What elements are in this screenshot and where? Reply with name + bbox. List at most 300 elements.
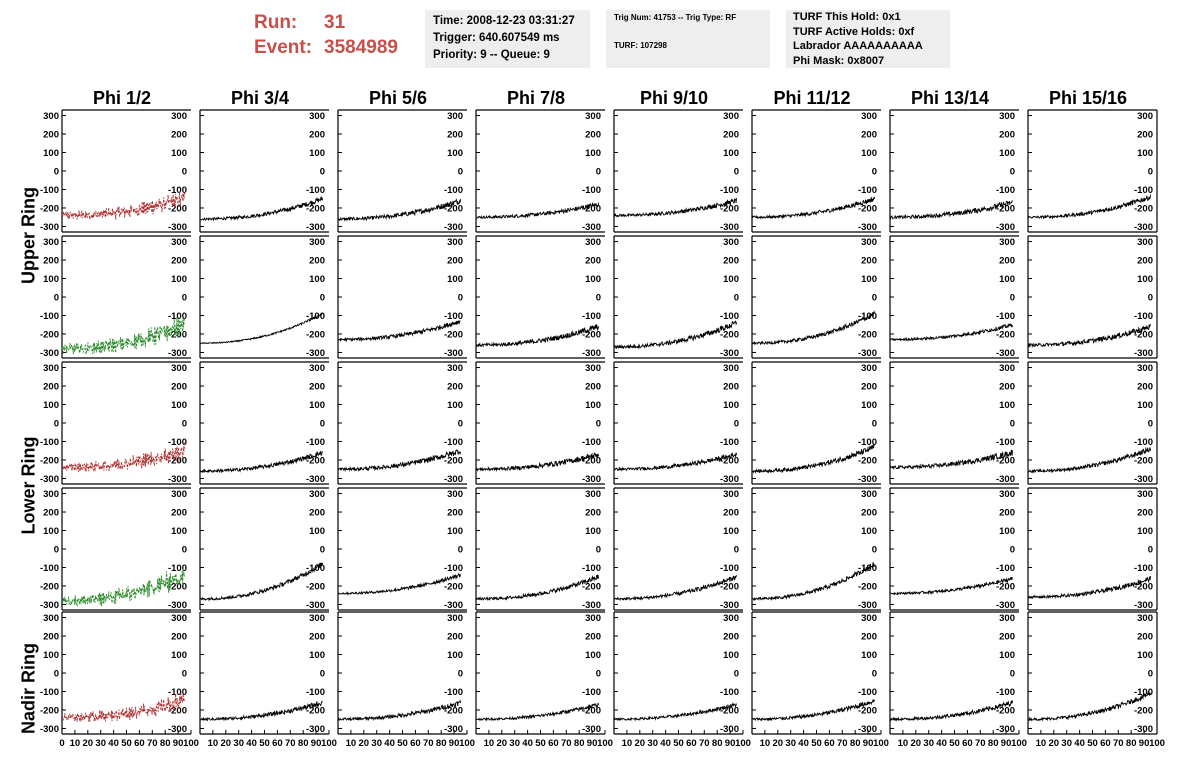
column-title-phi-13-14: Phi 13/14 (910, 88, 990, 108)
y-tick-label: -100 (1133, 686, 1153, 698)
y-tick-label: -100 (719, 436, 739, 448)
y-tick-label: -100 (305, 310, 325, 322)
y-tick-label: -300 (1133, 473, 1153, 485)
y-tick-label: 200 (447, 631, 463, 643)
y-tick-label: 200 (447, 129, 463, 141)
x-tick-label: 50 (949, 738, 960, 749)
x-tick-label: 30 (923, 738, 934, 749)
y-tick-label: 200 (1137, 507, 1153, 519)
y-tick-label: 300 (43, 363, 59, 375)
ring-label-lower: Lower Ring (18, 436, 39, 535)
y-tick-label: 200 (999, 129, 1015, 141)
y-tick-label: 0 (53, 166, 59, 178)
x-tick-label: 0 (59, 738, 65, 749)
y-tick-label: -300 (1133, 723, 1153, 735)
x-tick-label: 20 (496, 738, 508, 749)
y-tick-label: 300 (723, 111, 739, 123)
y-tick-label: -300 (305, 723, 325, 735)
waveform-trace (890, 200, 1013, 218)
y-tick-label: -300 (305, 473, 325, 485)
y-tick-label: -100 (1133, 562, 1153, 574)
column-title-phi-11-12: Phi 11/12 (773, 88, 851, 108)
y-tick-label: 300 (447, 613, 463, 625)
y-tick-label: -100 (719, 184, 739, 196)
waveform-trace (1028, 693, 1151, 721)
y-tick-label: -100 (995, 686, 1015, 698)
y-tick-label: 300 (309, 613, 325, 625)
y-tick-label: -300 (1133, 221, 1153, 233)
y-tick-label: -300 (443, 599, 463, 611)
x-tick-label: 90 (1000, 738, 1012, 749)
y-tick-label: -300 (581, 723, 601, 735)
x-tick-label: 70 (285, 738, 296, 749)
y-tick-label: 200 (999, 507, 1015, 519)
y-tick-label: 0 (1147, 418, 1153, 430)
y-tick-label: -200 (305, 705, 325, 717)
x-tick-label: 40 (798, 738, 809, 749)
waveform-trace (476, 453, 599, 471)
y-tick-label: 300 (723, 363, 739, 375)
ring-label-nadir: Nadir Ring (18, 643, 39, 735)
y-tick-label: -200 (443, 705, 463, 717)
y-tick-label: -300 (581, 347, 601, 359)
y-tick-label: -300 (39, 599, 59, 611)
y-tick-label: -200 (39, 705, 59, 717)
y-tick-label: -200 (857, 705, 877, 717)
waveform-trace (200, 310, 325, 344)
y-tick-label: -300 (39, 347, 59, 359)
y-tick-label: 100 (861, 526, 877, 538)
x-tick-label: 50 (397, 738, 408, 749)
y-tick-label: -200 (39, 455, 59, 467)
y-tick-label: 100 (999, 274, 1015, 286)
y-tick-label: 200 (585, 507, 601, 519)
y-tick-label: -100 (39, 310, 59, 322)
y-tick-label: 100 (447, 650, 463, 662)
x-tick-label: 30 (785, 738, 796, 749)
x-tick-label: 10 (1035, 738, 1047, 749)
y-tick-label: -200 (857, 329, 877, 341)
x-tick-label: 90 (310, 738, 322, 749)
y-tick-label: 0 (319, 668, 325, 680)
y-tick-label: -100 (39, 436, 59, 448)
y-tick-label: 100 (447, 274, 463, 286)
y-tick-label: 200 (171, 255, 187, 267)
y-tick-label: -300 (995, 221, 1015, 233)
y-tick-label: -200 (167, 455, 187, 467)
waveform-trace (614, 321, 737, 348)
y-tick-label: -300 (167, 473, 187, 485)
y-tick-label: -100 (305, 436, 325, 448)
y-tick-label: 100 (999, 400, 1015, 412)
x-tick-label: 60 (824, 738, 835, 749)
y-tick-label: 300 (585, 237, 601, 249)
x-tick-label: 10 (897, 738, 909, 749)
x-tick-label: 20 (772, 738, 784, 749)
waveform-trace (614, 704, 737, 720)
y-tick-label: 200 (723, 631, 739, 643)
y-tick-label: -200 (995, 329, 1015, 341)
y-tick-label: 0 (457, 668, 463, 680)
x-tick-label: 100 (735, 738, 751, 749)
y-tick-label: 0 (319, 418, 325, 430)
y-tick-label: 300 (999, 613, 1015, 625)
x-tick-label: 60 (134, 738, 145, 749)
y-tick-label: -200 (1133, 581, 1153, 593)
y-tick-label: -300 (167, 599, 187, 611)
y-tick-label: 300 (309, 363, 325, 375)
y-tick-label: 100 (861, 148, 877, 160)
x-tick-label: 10 (69, 738, 81, 749)
y-tick-label: 0 (53, 544, 59, 556)
y-tick-label: -300 (995, 473, 1015, 485)
y-tick-label: -100 (39, 184, 59, 196)
y-tick-label: -100 (995, 184, 1015, 196)
x-tick-label: 30 (1061, 738, 1072, 749)
y-tick-label: -200 (167, 329, 187, 341)
y-tick-label: 0 (733, 668, 739, 680)
x-tick-label: 60 (1100, 738, 1111, 749)
y-tick-label: 200 (309, 381, 325, 393)
y-tick-label: 200 (309, 255, 325, 267)
x-tick-label: 80 (297, 738, 309, 749)
y-tick-label: 200 (999, 381, 1015, 393)
y-tick-label: -100 (167, 562, 187, 574)
y-tick-label: 200 (723, 381, 739, 393)
y-tick-label: 0 (181, 668, 187, 680)
y-tick-label: -200 (167, 203, 187, 215)
y-tick-label: 100 (309, 148, 325, 160)
waveform-trace (200, 197, 323, 220)
x-tick-label: 90 (1138, 738, 1150, 749)
y-tick-label: -200 (857, 203, 877, 215)
y-tick-label: -200 (581, 203, 601, 215)
y-tick-label: 300 (309, 237, 325, 249)
y-tick-label: -300 (1133, 347, 1153, 359)
y-tick-label: -100 (857, 686, 877, 698)
y-tick-label: 100 (1137, 526, 1153, 538)
y-tick-label: -300 (1133, 599, 1153, 611)
x-tick-label: 100 (459, 738, 475, 749)
y-tick-label: 300 (43, 613, 59, 625)
y-tick-label: 100 (723, 148, 739, 160)
y-tick-label: -300 (719, 599, 739, 611)
column-title-phi-1-2: Phi 1/2 (92, 88, 152, 108)
y-tick-label: 300 (723, 237, 739, 249)
y-tick-label: 0 (871, 292, 877, 304)
waveform-trace (476, 703, 599, 720)
y-tick-label: -300 (857, 723, 877, 735)
y-tick-label: -200 (581, 455, 601, 467)
y-tick-label: -300 (581, 473, 601, 485)
waveform-trace (1028, 324, 1151, 346)
x-tick-label: 30 (233, 738, 244, 749)
waveform-trace (752, 197, 875, 218)
x-tick-label: 50 (811, 738, 822, 749)
x-tick-label: 80 (987, 738, 999, 749)
ring-label-upper: Upper Ring (18, 187, 39, 284)
y-tick-label: 200 (585, 381, 601, 393)
y-tick-label: 300 (585, 489, 601, 501)
waveform-trace (476, 575, 599, 600)
x-tick-label: 30 (647, 738, 658, 749)
waveform-trace (614, 453, 737, 471)
y-tick-label: 0 (457, 166, 463, 178)
waveform-trace (476, 203, 599, 219)
y-tick-label: 200 (861, 255, 877, 267)
y-tick-label: -300 (995, 599, 1015, 611)
y-tick-label: 0 (1147, 544, 1153, 556)
trig-num-text: Trig Num: 41753 -- Trig Type: RF (614, 13, 737, 22)
phi-mask-text: Phi Mask: 0x8007 (793, 54, 885, 67)
y-tick-label: 300 (861, 111, 877, 123)
y-tick-label: 100 (309, 274, 325, 286)
y-tick-label: -200 (581, 329, 601, 341)
x-tick-label: 80 (435, 738, 447, 749)
y-tick-label: 300 (447, 363, 463, 375)
y-tick-label: 0 (1009, 292, 1015, 304)
x-tick-label: 70 (699, 738, 710, 749)
x-tick-label: 20 (1048, 738, 1060, 749)
waveform-trace (1028, 195, 1151, 219)
x-tick-label: 100 (1149, 738, 1165, 749)
x-tick-label: 50 (535, 738, 546, 749)
y-tick-label: 200 (861, 507, 877, 519)
waveform-trace (338, 321, 461, 341)
y-tick-label: 300 (1137, 363, 1153, 375)
y-tick-label: -300 (305, 221, 325, 233)
y-tick-label: 100 (585, 526, 601, 538)
y-tick-label: 300 (999, 489, 1015, 501)
y-tick-label: 100 (309, 526, 325, 538)
y-tick-label: 300 (171, 237, 187, 249)
y-tick-label: 100 (585, 274, 601, 286)
y-tick-label: 0 (181, 292, 187, 304)
y-tick-label: -200 (857, 455, 877, 467)
y-tick-label: 0 (595, 544, 601, 556)
y-tick-label: 300 (1137, 237, 1153, 249)
y-tick-label: -200 (1133, 203, 1153, 215)
x-tick-label: 90 (724, 738, 736, 749)
y-tick-label: 300 (171, 489, 187, 501)
y-tick-label: 0 (1009, 544, 1015, 556)
y-tick-label: -200 (995, 581, 1015, 593)
y-tick-label: -300 (443, 723, 463, 735)
y-tick-label: 0 (733, 418, 739, 430)
y-tick-label: 300 (585, 613, 601, 625)
y-tick-label: -100 (443, 184, 463, 196)
y-tick-label: 100 (43, 400, 59, 412)
y-tick-label: -300 (719, 473, 739, 485)
y-tick-label: 100 (1137, 400, 1153, 412)
x-tick-label: 70 (1113, 738, 1124, 749)
y-tick-label: -300 (857, 599, 877, 611)
y-tick-label: -100 (581, 562, 601, 574)
x-tick-label: 20 (634, 738, 646, 749)
waveform-trace (62, 192, 185, 220)
x-tick-label: 70 (561, 738, 572, 749)
labrador-text: Labrador AAAAAAAAAA (793, 40, 923, 52)
y-tick-label: -300 (39, 473, 59, 485)
x-tick-label: 20 (910, 738, 922, 749)
x-tick-label: 40 (1074, 738, 1085, 749)
y-tick-label: 0 (457, 544, 463, 556)
y-tick-label: 100 (1137, 148, 1153, 160)
y-tick-label: -200 (305, 581, 325, 593)
y-tick-label: 200 (585, 631, 601, 643)
y-tick-label: 300 (999, 363, 1015, 375)
column-title-phi-15-16: Phi 15/16 (1048, 88, 1128, 108)
y-tick-label: 0 (1009, 166, 1015, 178)
y-tick-label: 100 (43, 650, 59, 662)
y-tick-label: -100 (857, 310, 877, 322)
y-tick-label: -100 (581, 686, 601, 698)
y-tick-label: -300 (581, 599, 601, 611)
waveform-trace (752, 445, 875, 473)
y-tick-label: -300 (167, 723, 187, 735)
turf-active-holds-text: TURF Active Holds: 0xf (793, 25, 915, 38)
y-tick-label: -200 (305, 455, 325, 467)
x-tick-label: 90 (862, 738, 874, 749)
x-tick-label: 100 (321, 738, 337, 749)
y-tick-label: 200 (43, 381, 59, 393)
y-tick-label: -300 (857, 347, 877, 359)
y-tick-label: 300 (43, 237, 59, 249)
y-tick-label: -200 (1133, 705, 1153, 717)
y-tick-label: 0 (181, 166, 187, 178)
x-tick-label: 10 (207, 738, 219, 749)
waveform-trace (338, 701, 461, 721)
x-tick-label: 10 (621, 738, 633, 749)
y-tick-label: -100 (719, 562, 739, 574)
y-tick-label: 200 (309, 507, 325, 519)
y-tick-label: 0 (53, 668, 59, 680)
y-tick-label: -300 (719, 347, 739, 359)
time-text: Time: 2008-12-23 03:31:27 (433, 15, 575, 27)
y-tick-label: 200 (861, 129, 877, 141)
y-tick-label: 200 (43, 507, 59, 519)
y-tick-label: 0 (1147, 166, 1153, 178)
x-tick-label: 30 (95, 738, 106, 749)
y-tick-label: -200 (719, 705, 739, 717)
y-tick-label: 300 (1137, 111, 1153, 123)
x-tick-label: 40 (108, 738, 119, 749)
y-tick-label: -200 (719, 581, 739, 593)
x-tick-label: 70 (975, 738, 986, 749)
x-tick-label: 70 (423, 738, 434, 749)
y-tick-label: 300 (585, 111, 601, 123)
y-tick-label: -100 (443, 686, 463, 698)
turf-text: TURF: 107298 (614, 41, 667, 50)
y-tick-label: 300 (43, 489, 59, 501)
y-tick-label: 300 (447, 237, 463, 249)
y-tick-label: -100 (857, 562, 877, 574)
waveform-trace (62, 568, 185, 606)
y-tick-label: 100 (309, 650, 325, 662)
event-value: 3584989 (324, 37, 398, 58)
y-tick-label: 0 (181, 418, 187, 430)
x-tick-label: 60 (410, 738, 421, 749)
priority-text: Priority: 9 -- Queue: 9 (433, 49, 550, 61)
y-tick-label: -100 (443, 436, 463, 448)
waveform-trace (62, 317, 185, 355)
y-tick-label: 200 (171, 381, 187, 393)
y-tick-label: -300 (857, 221, 877, 233)
y-tick-label: 200 (171, 129, 187, 141)
x-tick-label: 100 (873, 738, 889, 749)
x-tick-label: 60 (962, 738, 973, 749)
y-tick-label: -100 (995, 562, 1015, 574)
y-tick-label: 300 (171, 111, 187, 123)
y-tick-label: -100 (167, 184, 187, 196)
y-tick-label: 0 (871, 418, 877, 430)
y-tick-label: -200 (1133, 329, 1153, 341)
y-tick-label: -300 (305, 599, 325, 611)
x-tick-label: 50 (673, 738, 684, 749)
y-tick-label: 0 (319, 166, 325, 178)
y-tick-label: -200 (167, 705, 187, 717)
x-tick-label: 50 (121, 738, 132, 749)
y-tick-label: -100 (857, 184, 877, 196)
waveform-trace (338, 450, 461, 471)
y-tick-label: 300 (1137, 613, 1153, 625)
y-tick-label: -200 (857, 581, 877, 593)
y-tick-label: 200 (447, 381, 463, 393)
y-tick-label: -100 (719, 310, 739, 322)
trigger-text: Trigger: 640.607549 ms (433, 32, 560, 44)
x-tick-label: 70 (147, 738, 158, 749)
column-title-phi-3-4: Phi 3/4 (230, 88, 290, 108)
y-tick-label: -100 (167, 686, 187, 698)
y-tick-label: 100 (861, 400, 877, 412)
y-tick-label: 200 (171, 507, 187, 519)
y-tick-label: 0 (595, 418, 601, 430)
y-tick-label: 300 (861, 237, 877, 249)
y-tick-label: -200 (443, 329, 463, 341)
y-tick-label: -100 (719, 686, 739, 698)
y-tick-label: 200 (43, 255, 59, 267)
y-tick-label: 300 (171, 363, 187, 375)
waveform-trace (890, 700, 1013, 720)
y-tick-label: 200 (171, 631, 187, 643)
y-tick-label: 100 (43, 274, 59, 286)
y-tick-label: -300 (39, 221, 59, 233)
y-tick-label: 300 (447, 111, 463, 123)
y-tick-label: -100 (1133, 184, 1153, 196)
y-tick-label: 300 (723, 489, 739, 501)
waveform-trace (614, 575, 737, 600)
x-tick-label: 80 (849, 738, 861, 749)
y-tick-label: 300 (309, 489, 325, 501)
y-tick-label: 0 (733, 166, 739, 178)
y-tick-label: 100 (861, 274, 877, 286)
y-tick-label: 300 (171, 613, 187, 625)
y-tick-label: 300 (43, 111, 59, 123)
y-tick-label: 200 (447, 507, 463, 519)
y-tick-label: -100 (305, 184, 325, 196)
y-tick-label: 100 (999, 526, 1015, 538)
y-tick-label: -200 (39, 581, 59, 593)
y-tick-label: 200 (861, 631, 877, 643)
waveform-trace (62, 442, 185, 472)
y-tick-label: -100 (1133, 436, 1153, 448)
y-tick-label: 0 (53, 292, 59, 304)
y-tick-label: 100 (171, 650, 187, 662)
y-tick-label: 0 (733, 544, 739, 556)
y-tick-label: -200 (719, 329, 739, 341)
y-tick-label: -100 (581, 436, 601, 448)
x-tick-label: 20 (220, 738, 232, 749)
